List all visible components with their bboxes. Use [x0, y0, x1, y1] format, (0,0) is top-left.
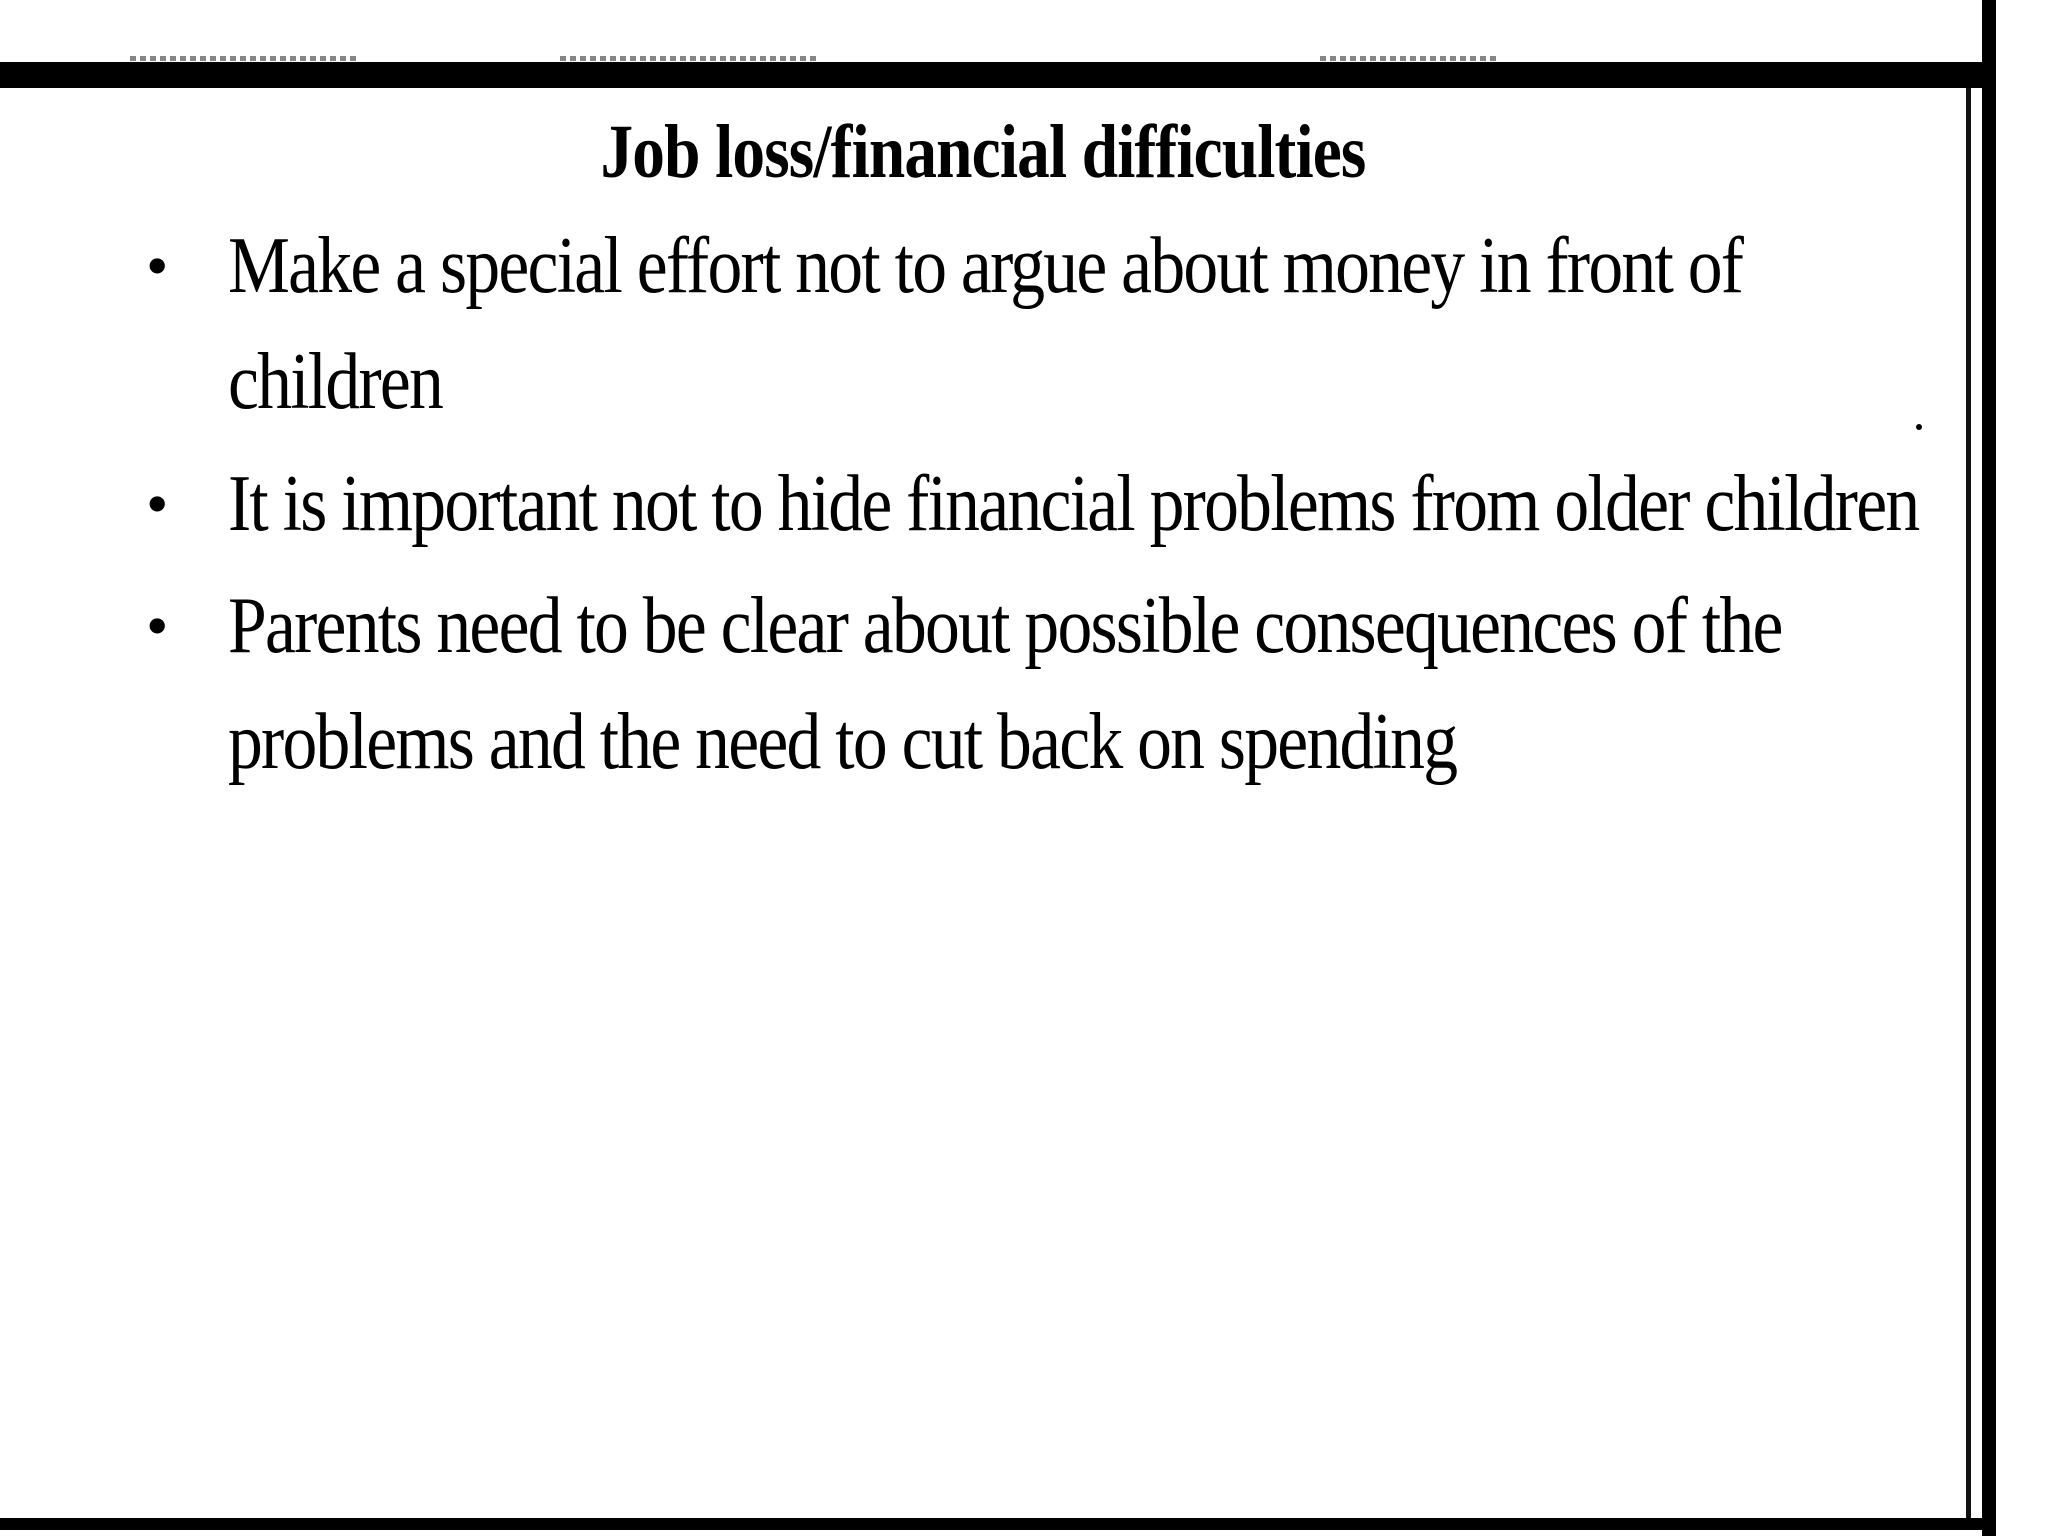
bullet-marker: •: [146, 468, 167, 539]
bullet-list: [0, 208, 1966, 806]
bullet-marker: •: [146, 590, 167, 661]
scan-artifact-top-right: [1320, 56, 1500, 61]
slide-border-right: [1982, 0, 1996, 1536]
slide-border-top: [0, 62, 1990, 88]
slide-border-right-inner: [1966, 88, 1971, 1524]
bullet-item: [0, 208, 1928, 440]
bullet-item: [0, 568, 1928, 800]
bullet-marker: •: [146, 230, 167, 301]
slide-border-bottom: [0, 1518, 1996, 1530]
bullet-text: It is important not to hide financial problems from older children: [228, 460, 1919, 548]
bullet-text: Make a special effort not to argue about money in front of children: [228, 222, 1743, 426]
slide: [0, 88, 1966, 1518]
bullet-text: Parents need to be clear about possible consequences of the problems and the need to cut back on spending: [228, 582, 1782, 786]
slide-title: Job loss/financial difficulties: [600, 110, 1366, 194]
bullet-item: [0, 446, 1928, 562]
scan-artifact-top-middle: [560, 56, 820, 61]
scan-artifact-top-left: [130, 56, 360, 61]
